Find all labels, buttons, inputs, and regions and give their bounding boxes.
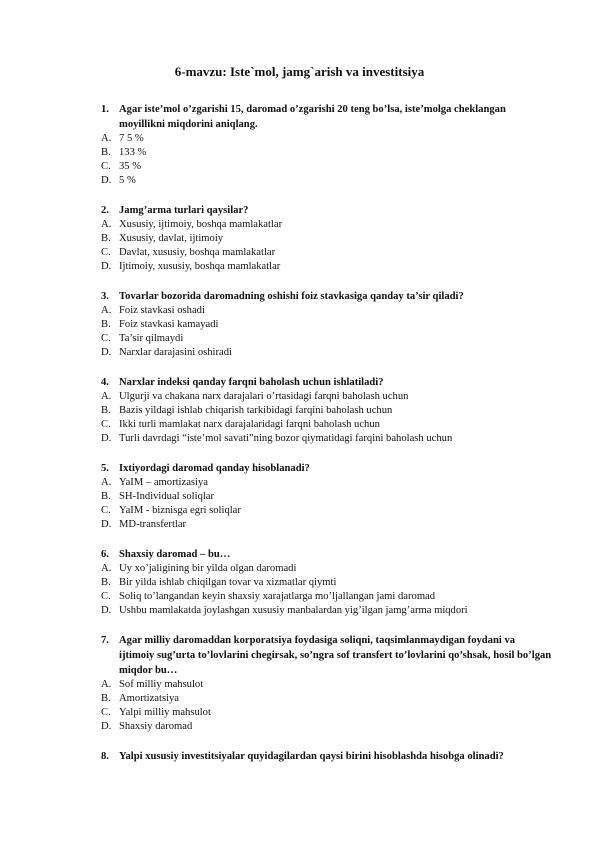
answer-option: [101, 490, 552, 504]
question-block: [103, 547, 552, 618]
answer-option: [101, 678, 552, 692]
answer-option: [101, 260, 552, 274]
question-block: [103, 375, 552, 446]
option-text: SH-Individual soliqlar: [119, 491, 215, 502]
answer-option: [101, 404, 552, 418]
option-letter: A.: [101, 133, 112, 144]
option-letter: B.: [101, 491, 111, 502]
option-letter: A.: [101, 477, 112, 488]
option-letter: A.: [101, 305, 112, 316]
answer-option: [101, 562, 552, 576]
option-letter: A.: [101, 391, 112, 402]
option-letter: A.: [101, 679, 112, 690]
question-text: Tovarlar bozorida daromadning oshishi foiz stavkasiga qanday ta’sir qiladi?: [119, 291, 464, 302]
question-text: Jamg’arma turlari qaysilar?: [119, 205, 249, 216]
option-letter: C.: [101, 591, 111, 602]
option-letter: C.: [101, 161, 111, 172]
question-text: Yalpi xususiy investitsiyalar quyidagilardan qaysi birini hisoblashda hisobga olinadi?: [119, 751, 504, 762]
option-text: Ushbu mamlakatda joylashgan xususiy manbalardan yig’ilgan jamg’arma miqdori: [119, 605, 468, 616]
option-text: Ulgurji va chakana narx darajalari o’rtasidagi farqni baholash uchun: [119, 391, 409, 402]
option-text: Foiz stavkasi kamayadi: [119, 319, 219, 330]
answer-option: [101, 304, 552, 318]
option-letter: C.: [101, 419, 111, 430]
answer-option: [101, 132, 552, 146]
question-number: 2.: [101, 205, 109, 216]
option-text: Amortizatsiya: [119, 693, 180, 704]
option-text: Sof milliy mahsulot: [119, 679, 204, 690]
answer-option: [101, 504, 552, 518]
option-letter: B.: [101, 319, 111, 330]
question-text: Shaxsiy daromad – bu…: [119, 549, 231, 560]
option-letter: C.: [101, 707, 111, 718]
answer-option: [101, 418, 552, 432]
option-letter: B.: [101, 233, 111, 244]
question-text: Ixtiyordagi daromad qanday hisoblanadi?: [119, 463, 310, 474]
option-letter: C.: [101, 333, 111, 344]
answer-option: [101, 346, 552, 360]
option-text: 35 %: [119, 161, 142, 172]
answer-option: [101, 706, 552, 720]
answer-option: [101, 246, 552, 260]
question-list: [103, 102, 552, 764]
question-number: 1.: [101, 104, 109, 115]
question-number: 8.: [101, 751, 109, 762]
option-letter: D.: [101, 433, 112, 444]
answer-option: [101, 590, 552, 604]
option-letter: A.: [101, 563, 112, 574]
question-line: [101, 375, 552, 390]
option-text: Bazis yildagi ishlab chiqarish tarkibidagi farqini baholash uchun: [119, 405, 393, 416]
option-letter: D.: [101, 175, 112, 186]
option-letter: D.: [101, 605, 112, 616]
option-text: Ta’sir qilmaydi: [119, 333, 184, 344]
question-number: 4.: [101, 377, 109, 388]
option-text: Foiz stavkasi oshadi: [119, 305, 205, 316]
option-text: MD-transfertlar: [119, 519, 187, 530]
option-text: Shaxsiy daromad: [119, 721, 193, 732]
option-text: Ijtimoiy, xususiy, boshqa mamlakatlar: [119, 261, 281, 272]
option-text: Xususiy, ijtimoiy, boshqa mamlakatlar: [119, 219, 283, 230]
question-block: [103, 749, 552, 764]
answer-option: [101, 174, 552, 188]
option-text: Xususiy, davlat, ijtimoiy: [119, 233, 224, 244]
option-text: 5 %: [119, 175, 136, 186]
question-text: Agar milliy daromaddan korporatsiya foydasiga soliqni, taqsimlanmaydigan foydani va ijtimoiy sug’urta to’lovlarini chegirsak, so’ngra sof transfert to’lovlarini qo’shsak, hosil bo’lgan miqdor bu…: [119, 635, 552, 676]
option-letter: D.: [101, 519, 112, 530]
answer-option: [101, 720, 552, 734]
answer-option: [101, 604, 552, 618]
option-text: Uy xo’jaligining bir yilda olgan daromadi: [119, 563, 297, 574]
option-text: Narxlar darajasini oshiradi: [119, 347, 232, 358]
answer-option: [101, 576, 552, 590]
option-letter: B.: [101, 147, 111, 158]
option-text: Davlat, xususiy, boshqa mamlakatlar: [119, 247, 276, 258]
answer-option: [101, 692, 552, 706]
question-line: [101, 461, 552, 476]
option-letter: D.: [101, 347, 112, 358]
answer-option: [101, 146, 552, 160]
answer-option: [101, 432, 552, 446]
option-letter: B.: [101, 405, 111, 416]
option-text: Turli davrdagi “iste’mol savati”ning bozor qiymatidagi farqini baholash uchun: [119, 433, 453, 444]
question-text: Narxlar indeksi qanday farqni baholash uchun ishlatiladi?: [119, 377, 384, 388]
question-number: 3.: [101, 291, 109, 302]
option-text: Bir yilda ishlab chiqilgan tovar va xizmatlar qiymti: [119, 577, 337, 588]
answer-option: [101, 218, 552, 232]
option-text: Soliq to’langandan keyin shaxsiy xarajatlarga mo’ljallangan jami daromad: [119, 591, 436, 602]
question-line: [101, 749, 552, 764]
option-text: Ikki turli mamlakat narx darajalaridagi farqni baholash uchun: [119, 419, 380, 430]
answer-option: [101, 160, 552, 174]
answer-option: [101, 390, 552, 404]
question-number: 6.: [101, 549, 109, 560]
question-number: 5.: [101, 463, 109, 474]
question-line: [101, 547, 552, 562]
option-letter: D.: [101, 261, 112, 272]
question-number: 7.: [101, 635, 109, 646]
question-line: [101, 102, 552, 132]
option-letter: B.: [101, 693, 111, 704]
option-text: YaIM - biznisga egri soliqlar: [119, 505, 241, 516]
question-line: [101, 289, 552, 304]
question-line: [101, 203, 552, 218]
question-block: [103, 289, 552, 360]
question-text: Agar iste’mol o’zgarishi 15, daromad o’zgarishi 20 teng bo’lsa, iste’molga cheklangan moyillikni miqdorini aniqlang.: [119, 104, 506, 130]
answer-option: [101, 332, 552, 346]
question-line: [101, 633, 552, 678]
answer-option: [101, 476, 552, 490]
option-letter: C.: [101, 505, 111, 516]
question-block: [103, 102, 552, 188]
question-block: [103, 203, 552, 274]
question-block: [103, 633, 552, 734]
option-letter: D.: [101, 721, 112, 732]
option-letter: C.: [101, 247, 111, 258]
answer-option: [101, 518, 552, 532]
option-letter: A.: [101, 219, 112, 230]
option-text: 133 %: [119, 147, 147, 158]
option-text: 7 5 %: [119, 133, 144, 144]
answer-option: [101, 232, 552, 246]
question-block: [103, 461, 552, 532]
option-text: YaIM – amortizasiya: [119, 477, 208, 488]
option-letter: B.: [101, 577, 111, 588]
option-text: Yalpi milliy mahsulot: [119, 707, 211, 718]
answer-option: [101, 318, 552, 332]
page-title: 6-mavzu: Iste`mol, jamg`arish va investitsiya: [174, 64, 425, 79]
